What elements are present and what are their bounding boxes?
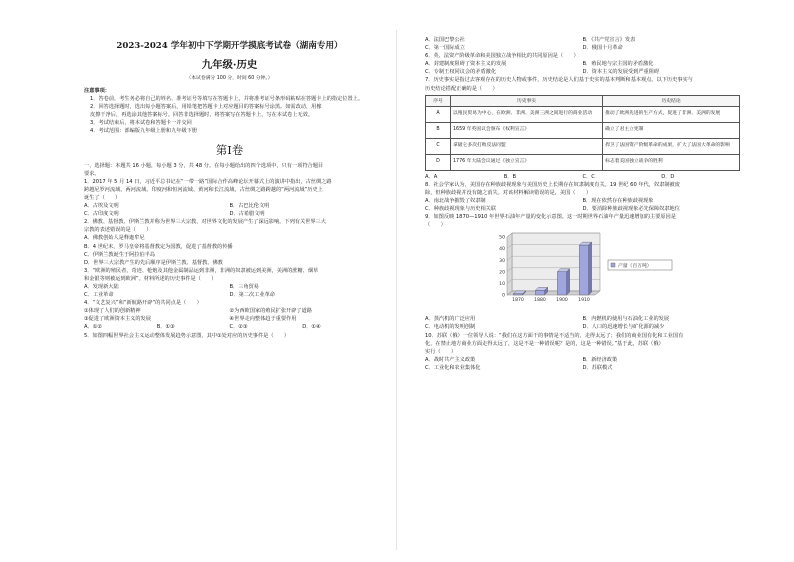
question-line: 宗教的表述错误的是（ ）: [84, 227, 152, 234]
question-9: [425, 213, 740, 331]
option-b[interactable]: B．古巴比伦文明: [229, 203, 270, 210]
question-line: 4．“文艺复兴”和“新航路开辟”的共同点是（ ）: [84, 300, 202, 307]
table-row: [426, 122, 740, 138]
option-b[interactable]: B．B: [503, 173, 517, 180]
option-d[interactable]: D．俄国十月革命: [582, 45, 623, 52]
option-c[interactable]: C．工业革命: [84, 292, 114, 299]
row-conclusion: 确立了君主立宪制: [603, 122, 740, 138]
notes-line: 2．回答选择题时，选出每小题答案后，用铅笔把答题卡上对应题目的答案标号涂黑。如需改动，用橡: [90, 104, 322, 111]
question-line: 6．英、法资产阶级革命和美国独立战争相比的共同原因是（ ）: [425, 53, 579, 60]
bar-side: [589, 242, 592, 295]
bar: [557, 272, 566, 295]
question-1: [84, 178, 375, 218]
chart-svg: [485, 231, 695, 311]
question-3: [84, 267, 375, 299]
option-row: [425, 60, 740, 68]
question-line: 3．“欧洲的殖民者，奇迹、枪炮及其他金属制品运到非洲，非洲的奴隶被运到美洲，美洲的蔗糖、烟草: [84, 267, 319, 274]
question-line: 7．历史事实是指过去客观存在的历史人物或事件，历史结论是人们基于史实的基本判断和基本观点。以下历史事实与: [425, 77, 693, 84]
option-row: [425, 323, 740, 331]
notes-line: 皮擦干净后，再选涂其他答案标号。回答非选择题时，将答案写在答题卡上，写在本试卷上无效。: [90, 112, 314, 119]
option-a[interactable]: A．蒸汽机的广泛应用: [425, 316, 476, 323]
table-row: [426, 154, 740, 170]
question-line: 2．佛教、基督教、伊斯兰教并称为世界三大宗教，对世界文化的发展产生了深远影响。下列有关世界三大: [84, 219, 326, 226]
option-row: [425, 205, 740, 213]
history-table: [425, 95, 740, 171]
option-row: [84, 283, 375, 291]
option-a[interactable]: A．封建制度阻碍了资本主义的发展: [425, 61, 507, 68]
y-tick-label: 40: [499, 247, 505, 253]
option-b[interactable]: B．新经济政策: [582, 356, 618, 363]
header-id: 序号: [426, 95, 451, 106]
row-fact: 拿破仑多次打败反法同盟: [451, 138, 603, 154]
x-tick-label: 1910: [578, 298, 590, 304]
row-fact: 以殖民贸易为中心，在欧洲、非洲、美洲三洲之间进行的商业活动: [451, 106, 603, 122]
statement: ①体现了人们的创新精神: [84, 308, 141, 315]
option-row: [425, 356, 740, 364]
statement-row: [84, 307, 375, 315]
bar-side: [567, 269, 570, 295]
table-row: [426, 106, 740, 122]
question-line: （ ）: [425, 222, 446, 229]
option-row: [84, 202, 375, 210]
bar: [535, 291, 544, 296]
row-conclusion: 标志着美国独立战争的胜利: [603, 154, 740, 170]
question-5: 5．如图四幅世界社会主义运动整体发展趋势示意图，其中①处对应的历史事件是（ ）: [84, 332, 290, 339]
row-id: B: [426, 122, 451, 138]
option-b[interactable]: B．内燃机的使用与石油化工业的发展: [582, 316, 670, 323]
option-row: [425, 315, 740, 323]
question-line: 10．苏联（俄）一位领导人说：“我们在这方面干的事情是不适当的，走得太远了；我们的商业国有化和工业国有: [425, 332, 684, 339]
option-row: [84, 291, 375, 299]
option-d[interactable]: D．人口的迅速增长与矿化源的减少: [582, 324, 665, 331]
row-id: A: [426, 106, 451, 122]
option-c[interactable]: C．工业化和农业集体化: [425, 364, 481, 371]
option-c[interactable]: C．专制王权同议会的矛盾激化: [425, 69, 497, 76]
row-id: D: [426, 154, 451, 170]
option-a[interactable]: A．发现新大陆: [84, 283, 119, 290]
question-line: 历史结论搭配正确的是（ ）: [425, 85, 498, 92]
section-intro: 一、选择题：本题共 16 小题，每小题 3 分，共 48 分。在每小题给出的四个选项中，只有一项符合题目: [84, 162, 324, 169]
option-row: [425, 173, 740, 181]
x-tick-label: 1870: [512, 298, 524, 304]
question-line: 1．2017 年 5 月 14 日，习近平总书记在“一带一路”国际合作高峰论坛开幕式上的演讲中指出，古丝绸之路: [84, 178, 332, 185]
table-header-row: [426, 95, 740, 106]
statement: ③促进了欧洲资本主义的发展: [84, 316, 151, 323]
option-d[interactable]: D．苏联模式: [582, 364, 613, 371]
option-row: [425, 68, 740, 76]
question-line: 诞生了（ ）: [84, 194, 121, 201]
x-tick-label: 1880: [534, 298, 546, 304]
option-d[interactable]: D．D: [661, 173, 675, 180]
header-conclusion: 历史结论: [603, 95, 740, 106]
row-conclusion: 捍卫了法国资产阶级革命的成果，扩大了法国大革命的影响: [603, 138, 740, 154]
question-line: 跨越尼罗河流域、两河流域、印度河和恒河流域、黄河和长江流域，古丝绸之路跨越的“两河流域”历史上: [84, 186, 323, 193]
option-a[interactable]: A．法国巴黎公社: [425, 37, 465, 43]
legend-label: 产量（百万吨）: [618, 264, 652, 270]
bar: [513, 294, 522, 295]
option-d[interactable]: D．要消除种族歧视现象必先保障奴隶地位: [582, 206, 680, 213]
row-id: C: [426, 138, 451, 154]
option-c[interactable]: C．②③: [229, 324, 248, 331]
option-c[interactable]: C．第一国际成立: [425, 45, 465, 52]
notes-line: 4．考试范围：部编版九年级上册和九年级下册: [90, 128, 198, 135]
header-fact: 历史事实: [451, 95, 603, 106]
section-intro: 要求。: [84, 170, 100, 177]
question-7: [425, 76, 740, 180]
question-5-options: [425, 36, 740, 52]
option-d[interactable]: D．①④: [302, 324, 321, 331]
option-c[interactable]: C．电动机的发明创制: [425, 324, 476, 331]
option-a[interactable]: A．①②: [84, 324, 103, 331]
option-b[interactable]: B．《共产党宣言》发表: [582, 37, 636, 43]
option-row: [425, 36, 740, 44]
question-line: 除，但种族歧视并没有随之消失。对该材料解读错误的是，美国（ ）: [425, 189, 592, 196]
bar: [579, 245, 588, 295]
option-b[interactable]: B．4 世纪末，罗马皇帝将基督教定为国教，促进了基督教的传播: [84, 243, 233, 250]
oil-production-chart: [485, 231, 740, 315]
option-b[interactable]: B．三角贸易: [229, 283, 259, 290]
option-a[interactable]: A．南北战争摧毁了奴隶制: [425, 197, 486, 204]
statement: ④世界走向整体趋于重要作用: [229, 316, 297, 323]
question-line: 实行（ ）: [425, 348, 457, 355]
option-b[interactable]: B．①③: [156, 324, 175, 331]
option-c[interactable]: C．C: [582, 173, 595, 180]
y-tick-label: 30: [499, 259, 505, 265]
option-b[interactable]: B．殖民地与宗主国的矛盾激化: [582, 61, 654, 68]
row-fact: 1776 年大陆会议通过《独立宣言》: [451, 154, 603, 170]
option-a[interactable]: A．佛教创始人是释迦牟尼: [84, 235, 145, 242]
right-page: [397, 0, 794, 562]
option-row: [425, 364, 740, 372]
question-line: 和金银等则被运到欧洲”。材料所述的历史事件是（ ）: [84, 275, 217, 282]
notes-heading: 注意事项：: [84, 88, 110, 94]
row-conclusion: 推动了欧洲先进的生产方式，促进了非洲、美洲的发展: [603, 106, 740, 122]
option-row: [425, 44, 740, 52]
row-fact: 1659 年英国议会颁布《权利宣言》: [451, 122, 603, 138]
option-b[interactable]: B．现在依然存在种族歧视现象: [582, 197, 654, 204]
statement-row: [84, 315, 375, 323]
table-row: [426, 138, 740, 154]
exam-info: （本试卷满分 100 分，时间 60 分钟。）: [186, 76, 273, 81]
exam-subtitle: 九年级·历史: [201, 59, 258, 71]
y-tick-label: 50: [499, 235, 505, 241]
y-tick-label: 0: [502, 293, 505, 299]
chart-side-wall: [507, 233, 512, 295]
exam-title: 2023-2024 学年初中下学期开学摸底考试卷（湖南专用）: [116, 41, 343, 51]
option-a[interactable]: A．A: [425, 173, 438, 180]
option-row: [84, 210, 375, 218]
legend-swatch: [611, 263, 615, 267]
option-d[interactable]: D．世界三大宗教产生的先后顺序是伊斯兰教、基督教、佛教: [84, 259, 223, 266]
option-a[interactable]: A．古埃及文明: [84, 203, 119, 210]
option-row: [425, 197, 740, 205]
question-8: [425, 181, 740, 213]
option-c[interactable]: C．古印度文明: [84, 211, 119, 218]
question-line: 9．如图反映 1870—1910 年世界石油年产量的变化示意图。这一时期世界石油年产量迅速增加的主要原因是: [425, 214, 676, 221]
question-line: 化，在禁止地方商业方面走得太远了，这是不是一种错误呢？是的，这是一种错误。”基于此，苏联（俄）: [425, 340, 664, 347]
statement: ②为西欧国家的殖民扩张开辟了道路: [229, 308, 312, 315]
option-c[interactable]: C．种族歧视现象与历史相关联: [425, 206, 497, 213]
question-10: [425, 332, 740, 372]
question-6: [425, 52, 740, 76]
section-title: 第Ⅰ卷: [215, 142, 244, 157]
option-a[interactable]: A．战时共产主义政策: [425, 356, 476, 363]
option-d[interactable]: D．第二次工业革命: [229, 292, 275, 299]
option-d[interactable]: D．资本主义的发展受到严重阻碍: [582, 69, 660, 76]
option-d[interactable]: D．古希腊文明: [229, 211, 265, 218]
x-tick-label: 1900: [556, 298, 568, 304]
y-tick-label: 10: [499, 282, 505, 288]
y-tick-label: 20: [499, 270, 505, 276]
notes-line: 3．考试结束后，将本试卷和答题卡一并交回: [90, 120, 192, 127]
question-line: 8．社会学家认为，美国存在种族歧视现象与美国历史上长期存在奴隶制度有关。19 世纪 60 年代，奴隶制被废: [425, 181, 680, 188]
question-2: [84, 218, 375, 267]
notes-line: 1．答卷前，考生务必将自己的姓名、准考证号等填写在答题卡上，并将准考证号条形码粘贴在答题卡上的指定位置上。: [90, 96, 364, 103]
question-4: [84, 299, 375, 331]
option-c[interactable]: C．伊斯兰教诞生于阿拉伯半岛: [84, 251, 156, 258]
option-row: [84, 323, 375, 331]
